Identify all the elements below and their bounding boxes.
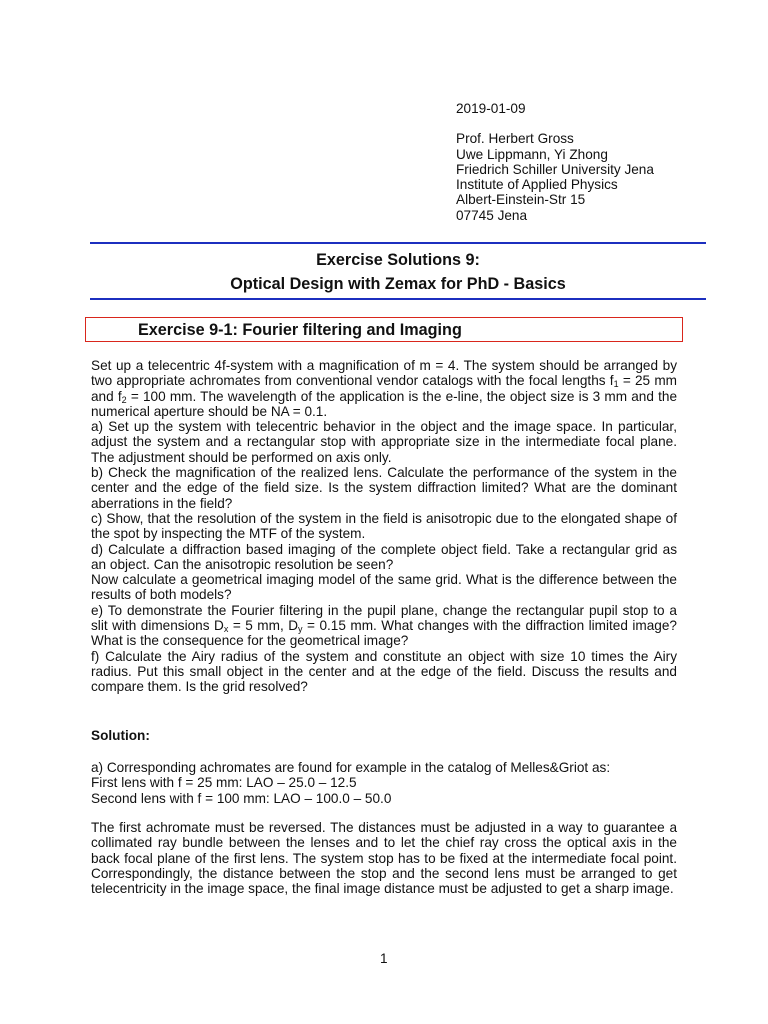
address-line: Institute of Applied Physics bbox=[456, 177, 618, 193]
task-part-d-followup: Now calculate a geometrical imaging model of the same grid. What is the difference between the results of both models? bbox=[91, 572, 677, 603]
address-header bbox=[456, 101, 654, 223]
task-part-b: b) Check the magnification of the realized lens. Calculate the performance of the system in the center and the edge of the field size. Is the system diffraction limited? What are the dominant aberrations in the field? bbox=[91, 465, 677, 511]
solution-paragraph: The first achromate must be reversed. The distances must be adjusted in a way to guarantee a collimated ray bundle between the lenses and to let the chief ray cross the optical axis in the back focal plane of the first lens. The system stop has to be fixed at the intermediate focal point. Correspondingly, the distance between the stop and the second lens must be arranged to get telecentricity in the image space, the final image distance must be adjusted to get a sharp image. bbox=[91, 820, 677, 897]
address-line: Albert-Einstein-Str 15 bbox=[456, 192, 586, 208]
address-line: Friedrich Schiller University Jena bbox=[456, 161, 654, 177]
task-part-f: f) Calculate the Airy radius of the system and constitute an object with size 10 times the Airy radius. Put this small object in the center and at the edge of the field. Discuss the results and compare them. Is the grid resolved? bbox=[91, 648, 677, 695]
address-line: Prof. Herbert Gross bbox=[456, 131, 574, 147]
title-bottom-divider bbox=[90, 298, 706, 300]
page-number: 1 bbox=[380, 951, 388, 966]
document-title: Exercise Solutions 9: bbox=[316, 251, 480, 269]
solution-lens-2: Second lens with f = 100 mm: LAO – 100.0 – 50.0 bbox=[91, 790, 392, 806]
address-line: 07745 Jena bbox=[456, 207, 528, 223]
document-subtitle: Optical Design with Zemax for PhD - Basics bbox=[230, 275, 566, 293]
task-part-e: e) To demonstrate the Fourier filtering in the pupil plane, change the rectangular pupil stop to a slit with dimensions $D_x = 5$ mm, $D_y = 0.15$ mm. What changes with the diffraction limited image? What is the consequence for the geometrical image? bbox=[91, 602, 677, 649]
title-top-divider bbox=[90, 242, 706, 244]
task-intro: Set up a telecentric 4f-system with a magnification of m = 4. The system should be arranged by two appropriate achromates from conventional vendor catalogs with the focal lengths $f_1 = 25$ mm and $f_2 = 100$ mm. The wavelength of the application is the e-line, the object size is 3 mm and the numerical aperture should be NA = 0.1. bbox=[91, 358, 677, 419]
document-date: 2019-01-09 bbox=[456, 101, 526, 116]
solution-lens-1: First lens with f = 25 mm: LAO – 25.0 – 12.5 bbox=[91, 775, 357, 791]
solution-label: Solution: bbox=[91, 728, 150, 743]
task-description bbox=[91, 358, 677, 695]
exercise-heading-box bbox=[85, 317, 683, 342]
address-line: Uwe Lippmann, Yi Zhong bbox=[456, 146, 608, 162]
exercise-heading: Exercise 9-1: Fourier filtering and Imaging bbox=[138, 321, 462, 339]
task-part-d: d) Calculate a diffraction based imaging of the complete object field. Take a rectangular grid as an object. Can the anisotropic resolution be seen? bbox=[91, 541, 677, 572]
solution-part-a bbox=[91, 760, 677, 806]
solution-a-intro: a) Corresponding achromates are found for example in the catalog of Melles&Griot as: bbox=[91, 760, 611, 775]
task-part-c: c) Show, that the resolution of the system in the field is anisotropic due to the elongated shape of the spot by inspecting the MTF of the system. bbox=[91, 510, 677, 542]
task-part-a: a) Set up the system with telecentric behavior in the object and the image space. In particular, adjust the system and a rectangular stop with appropriate size in the intermediate focal plane. The adjustment should be performed on axis only. bbox=[91, 419, 677, 465]
